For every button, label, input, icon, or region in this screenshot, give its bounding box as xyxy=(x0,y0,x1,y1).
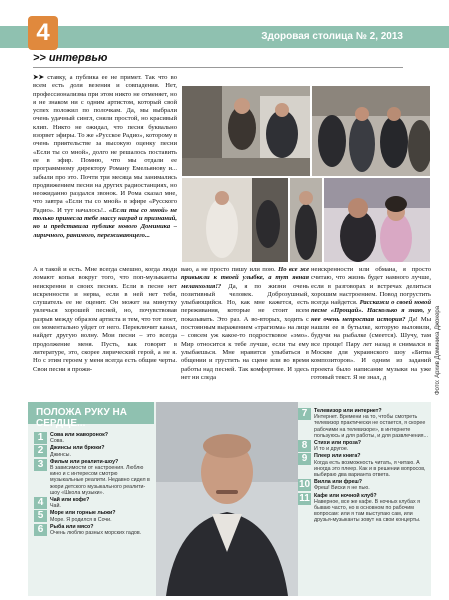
qa-number: 7 xyxy=(298,408,311,420)
qa-question: Плеер или книга? xyxy=(314,453,361,460)
qa-item xyxy=(34,524,152,536)
qa-item xyxy=(298,408,428,439)
question-quote-3: Расскажи о своей новой песне «Прощай». Насколько я знаю, у нее очень непростая история? xyxy=(311,299,431,323)
qa-question: Чай или кофе? xyxy=(50,497,90,504)
qa-item xyxy=(298,453,428,478)
qa-answer: Море. Я родился в Сочи. xyxy=(50,516,112,523)
col2-text: ваю, а не просто пишу или пою. xyxy=(181,266,276,273)
qa-question: Фильм или реалити-шоу? xyxy=(50,458,119,465)
page-header xyxy=(0,0,449,52)
qa-number: 11 xyxy=(299,492,310,504)
col1b-text: А я такой и есть. Мне всегда смешно, когда люди ломают копья вокруг того, что поп-музыканты неискренни в своих песнях. Если в песне нет искренности и нерва, если в ней нет тебя, слушатель ее не оценит. Он может на минутку увлечься хорошей песней, но, почувствовав разрыв между образом артиста и тем, что тот поет, он моментально уйдет от него. Переключит канал, найдет другую волну. Мои песни – это всегда продолжение меня. Пусть, как говорят в литературе, это, скорее лирический герой, а не я. Но с этим героем у меня всегда есть общие черты. Свои песни я прожи- xyxy=(33,266,177,373)
qa-answer: Сова. xyxy=(50,438,64,445)
photo-credit: Фото: Архив Доминика Джокера xyxy=(435,305,441,395)
qa-item xyxy=(298,479,428,491)
photo-portrait-shoot xyxy=(182,178,288,262)
article-column-1-continued xyxy=(33,266,177,398)
qa-sidebar xyxy=(28,402,431,596)
photo-friends xyxy=(324,178,430,262)
col1-lead-text: ставку, а публика ее не примет. Так что во всем есть доля везения и совпадения. Нет, профессионализма при этом никто не отменяет, но я не знаком ни с одним артистом, который свой успех положил по полочкам. Да, мы выбрали очень удачный сингл, сняли простой, но красивый клип. Никто не ожидал, что песня буквально взорвет эфиры. То же «Русское Радио», которому в очень приятельстве за высокую оценку песни «Если ты со мной», долго не решалось поставить ее в эфир. Помню, что мы отдали ее программному директору Роману Емельянову и... забыли про это. Почти три месяца мы занимались продвижением песни на других радиостанциях, но неожиданно раздался звонок. И Рома сказал мне, что завтра «Если ты со мной» в эфире «Русского Радио». И тут началось!.. xyxy=(33,74,177,214)
col3-rest-text: Да! Мы нашли ее в бутылке, которую выловили, будучи на рыбалке (смеется). Шучу, там все проще! Пару лет назад я снимался в Москве для украинского шоу «Битва композиторов». И одним из заданий проекта было написание музыки на уже готовый текст. Я не знал, д xyxy=(311,315,431,381)
lead-arrow-icon: ➤➤ xyxy=(33,74,48,81)
qa-item xyxy=(298,493,428,524)
qa-question: Стихи или проза? xyxy=(314,440,362,447)
page-number: 4 xyxy=(28,16,58,50)
qa-number: 3 xyxy=(34,459,47,471)
qa-answer: В зависимости от настроения. Люблю кино и с интересом смотрю музыкальные реалити. Недавно сидел в жюри детского музыкального реалити-шоу «Школа музыки». xyxy=(50,465,150,496)
qa-question: Телевизор или интернет? xyxy=(314,408,382,414)
qa-item xyxy=(34,510,152,522)
qa-question: Вилла или фреш? xyxy=(314,479,363,486)
qa-item xyxy=(34,459,152,496)
question-quote: «Если ты со мной» не только принесла тебе массу наград и признаний, но и представила публике нового Доминика – лиричного, ранимого, переживающего... xyxy=(33,206,177,239)
qa-answer: Чай. xyxy=(50,503,61,510)
qa-list-left xyxy=(34,432,152,537)
photo-collage xyxy=(182,86,430,262)
qa-question: Кафе или ночной клуб? xyxy=(314,492,377,499)
article-column-1 xyxy=(33,74,177,264)
qa-answer: Когда есть возможность читать, я читаю. А иногда это плеер. Как и в решении вопросов, выбираю два варианта ответа. xyxy=(314,459,426,479)
qa-answer: Очень люблю разных морских гадов. xyxy=(50,530,142,537)
article-column-3 xyxy=(311,266,431,398)
section-rule xyxy=(33,67,403,68)
section-label: >> интервью xyxy=(33,52,108,64)
qa-answer: Фреш! Виски я не пью. xyxy=(314,485,370,492)
qa-sidebar-title: ПОЛОЖА РУКУ НА СЕРДЦЕ... xyxy=(36,407,127,429)
qa-question: Джинсы или брюки? xyxy=(50,445,105,452)
qa-item xyxy=(34,497,152,509)
qa-number: 4 xyxy=(34,497,47,509)
qa-number: 1 xyxy=(34,432,47,444)
qa-number: 9 xyxy=(298,453,311,465)
qa-item xyxy=(298,440,428,452)
qa-answer: Джинсы. xyxy=(50,451,71,458)
photo-studio-shoot xyxy=(182,86,310,176)
qa-question: Рыба или мясо? xyxy=(50,523,94,530)
qa-number: 8 xyxy=(298,440,311,452)
qa-number: 6 xyxy=(34,524,47,536)
qa-answer: Наверное, все же кафе. В ночных клубах я бываю часто, но в основном по рабочим вопросам: или я там выступаю сам, или друзья-музыканты зовут на свои концерты. xyxy=(314,498,421,524)
qa-item xyxy=(34,432,152,444)
portrait-photo xyxy=(156,402,298,596)
col3-text: неискренности или обмана, я просто считаю, что жизнь будет намного лучше, если в разговорах и встречах делиться хорошим настроением. Повод погрустить всегда найдется. xyxy=(311,266,431,307)
qa-number: 10 xyxy=(298,479,311,491)
qa-sidebar-header xyxy=(28,402,154,429)
col2-rest-text: Да, я по жизни очень позитивный человек. Доброзушный, улыбающийся. Но, как мне кажется, есть переживания, которые не стоит всем показывать. Это раз. А во-вторых, ходить с постоянным выражением «трагизма» на лице – совсем уж какое-то подростковое «эмо». Мир относится к тебе лучше, если ты ему улыбаешься. Мне нравится улыбаться в общении и грустить на сцене или во время работы над песней. Так комфортнее. И здесь нет ни следа xyxy=(181,282,309,381)
qa-question: Сова или жаворонок? xyxy=(50,432,108,438)
magazine-title: Здоровая столица № 2, 2013 xyxy=(261,31,403,42)
article-column-2 xyxy=(181,266,309,398)
qa-answer: Интернет. Времени на то, чтобы смотреть телевизор практически не остается, я скорее рабочими на телевизоре», в интернете пользуюсь и для работы, и для развлечения... xyxy=(314,414,428,439)
photo-singer-mic xyxy=(290,178,322,262)
qa-question: Море или горные лыжи? xyxy=(50,510,116,517)
qa-list-right xyxy=(298,408,428,525)
qa-item xyxy=(34,445,152,457)
qa-number: 5 xyxy=(34,510,47,522)
qa-number: 2 xyxy=(34,445,47,457)
photo-press-crowd xyxy=(312,86,430,176)
question-quote-2: Но все же привыкли к твоей улыбке, а тут явная меланхолия!? xyxy=(181,266,309,290)
qa-answer: И то и другое. xyxy=(314,446,349,453)
